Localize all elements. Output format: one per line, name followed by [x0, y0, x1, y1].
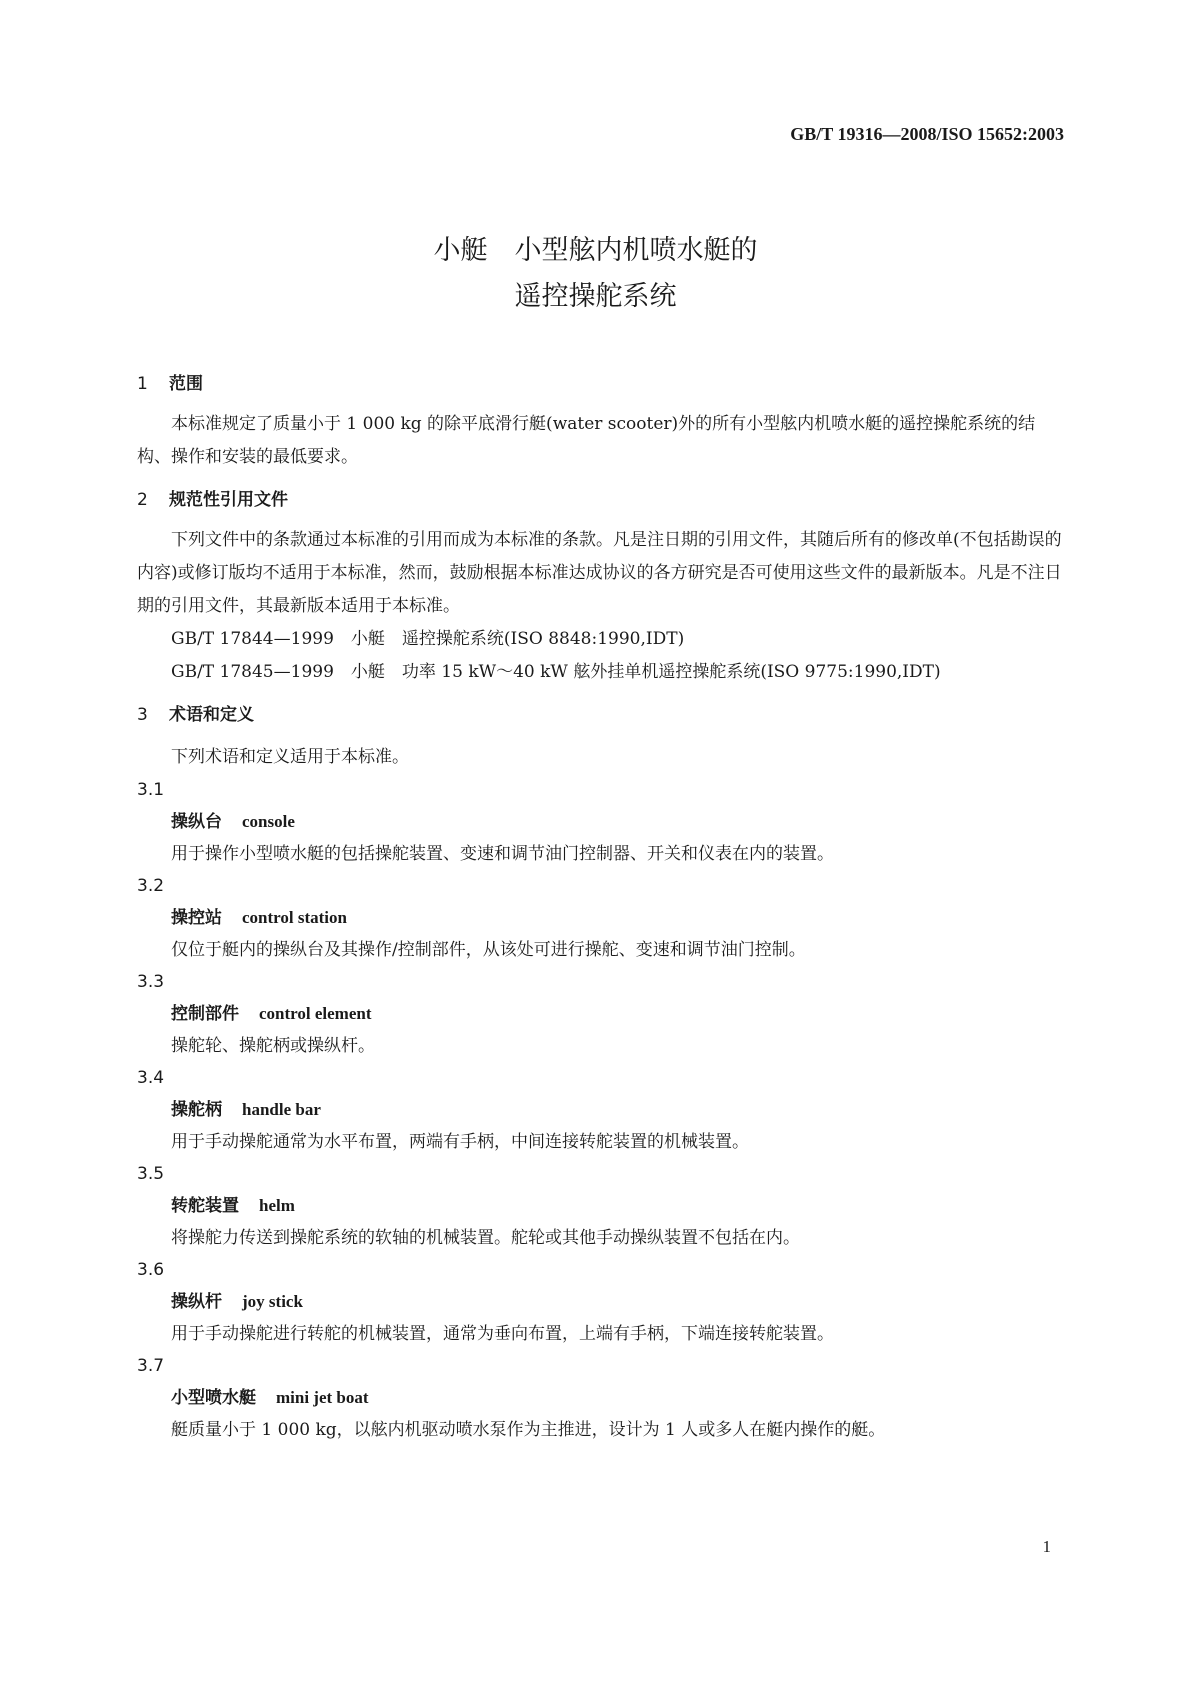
term-definition: 用于手动操舵通常为水平布置，两端有手柄，中间连接转舵装置的机械装置。 [171, 1132, 749, 1152]
document-body [137, 372, 1065, 1446]
term-3-3 [137, 966, 1065, 1062]
term-number: 3.7 [137, 1356, 165, 1376]
reference-2: GB/T 17845—1999 小艇 功率 15 kW～40 kW 舷外挂单机遥控操舵系统(ISO 9775:1990,IDT) [171, 662, 941, 682]
term-name: 控制部件 control element [171, 1004, 372, 1024]
section-2-paragraph: 下列文件中的条款通过本标准的引用而成为本标准的条款。凡是注日期的引用文件，其随后所有的修改单(不包括勘误的内容)或修订版均不适用于本标准，然而，鼓励根据本标准达成协议的各方研究是否可使用这些文件的最新版本。凡是不注日期的引用文件，其最新版本适用于本标准。 [137, 530, 1062, 616]
section-number: 2 [137, 490, 148, 510]
term-number: 3.5 [137, 1164, 165, 1184]
section-title: 规范性引用文件 [169, 490, 288, 510]
title-line-2: 遥控操舵系统 [514, 281, 677, 312]
term-definition: 用于操作小型喷水艇的包括操舵装置、变速和调节油门控制器、开关和仪表在内的装置。 [171, 844, 834, 864]
standard-number: GB/T 19316—2008/ISO 15652:2003 [790, 124, 1064, 144]
section-title: 术语和定义 [169, 705, 254, 725]
term-number: 3.2 [137, 876, 165, 896]
term-3-4 [137, 1062, 1065, 1158]
term-number: 3.1 [137, 780, 165, 800]
term-3-1 [137, 774, 1065, 870]
term-number: 3.3 [137, 972, 165, 992]
term-name: 转舵装置 helm [171, 1196, 295, 1216]
term-definition: 操舵轮、操舵柄或操纵杆。 [171, 1036, 375, 1056]
term-3-6 [137, 1254, 1065, 1350]
page-number: 1 [1042, 1537, 1051, 1556]
reference-1: GB/T 17844—1999 小艇 遥控操舵系统(ISO 8848:1990,IDT) [171, 629, 685, 649]
term-3-2 [137, 870, 1065, 966]
term-definition: 用于手动操舵进行转舵的机械装置，通常为垂向布置，上端有手柄，下端连接转舵装置。 [171, 1324, 834, 1344]
term-name: 操纵杆 joy stick [171, 1292, 303, 1312]
section-2-heading [137, 488, 1065, 512]
term-name: 小型喷水艇 mini jet boat [171, 1388, 369, 1408]
section-1-paragraph: 本标准规定了质量小于 1 000 kg 的除平底滑行艇(water scooter)外的所有小型舷内机喷水艇的遥控操舵系统的结构、操作和安装的最低要求。 [137, 414, 1036, 467]
term-name: 操控站 control station [171, 908, 347, 928]
term-name: 操纵台 console [171, 812, 295, 832]
term-number: 3.4 [137, 1068, 165, 1088]
term-3-5 [137, 1158, 1065, 1254]
section-number: 1 [137, 374, 148, 394]
document-title [0, 228, 1191, 320]
term-definition: 仅位于艇内的操纵台及其操作/控制部件，从该处可进行操舵、变速和调节油门控制。 [171, 940, 806, 960]
section-title: 范围 [169, 374, 203, 394]
section-1-heading [137, 372, 1065, 396]
section-3-heading [137, 703, 1065, 727]
term-3-7 [137, 1350, 1065, 1446]
section-number: 3 [137, 705, 148, 725]
title-line-1: 小艇 小型舷内机喷水艇的 [433, 235, 758, 266]
section-3-intro: 下列术语和定义适用于本标准。 [171, 747, 409, 767]
term-definition: 艇质量小于 1 000 kg，以舷内机驱动喷水泵作为主推进，设计为 1 人或多人在艇内操作的艇。 [171, 1420, 886, 1440]
term-definition: 将操舵力传送到操舵系统的软轴的机械装置。舵轮或其他手动操纵装置不包括在内。 [171, 1228, 800, 1248]
term-name: 操舵柄 handle bar [171, 1100, 321, 1120]
term-number: 3.6 [137, 1260, 165, 1280]
